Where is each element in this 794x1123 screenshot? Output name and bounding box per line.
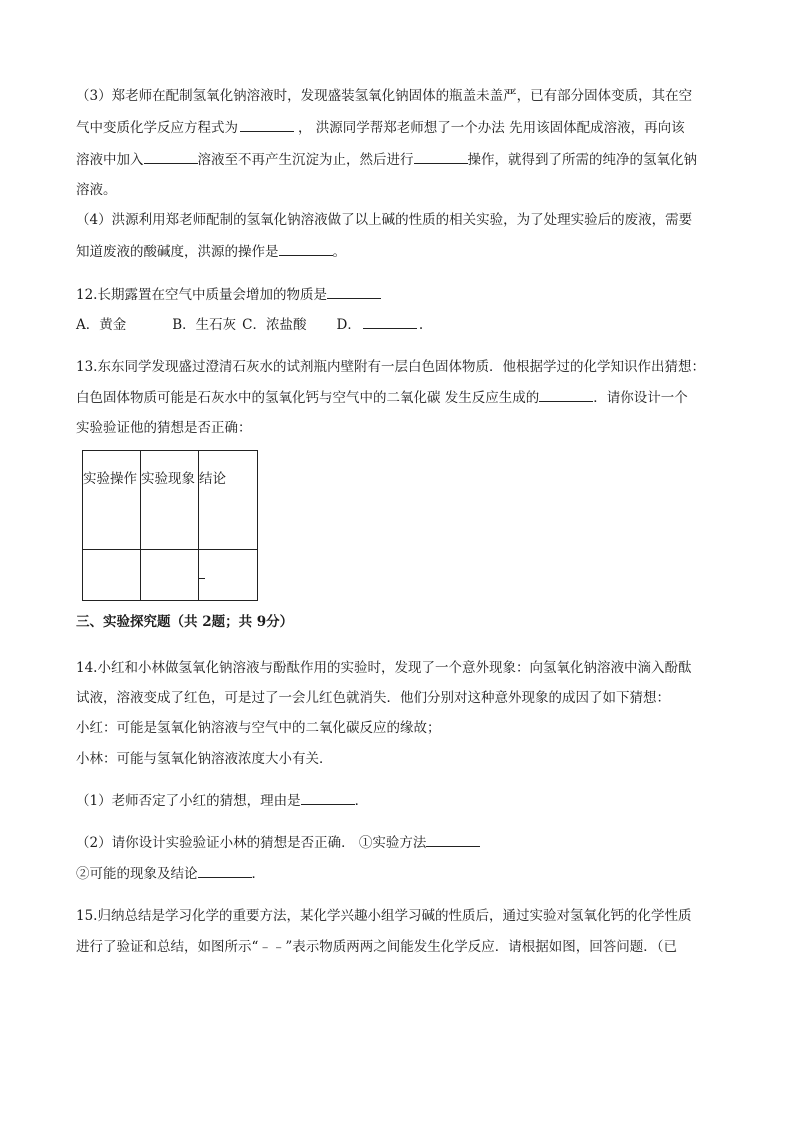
q11-3-operation-blank[interactable] bbox=[414, 149, 468, 164]
q12-answer-blank[interactable] bbox=[327, 284, 381, 299]
q12-option-c[interactable]: C．浓盐酸 bbox=[242, 317, 307, 333]
q11-3-line1: （3）郑老师在配制氢氧化钠溶液时，发现盛装氢氧化钠固体的瓶盖未盖严，已有部分固体变质，其在空 bbox=[76, 88, 693, 104]
q12-option-a[interactable]: A．黄金 bbox=[76, 317, 127, 333]
q11-3-line3: 溶液中加入 溶液至不再产生沉淀为止，然后进行 操作，就得到了所需的纯净的氢氧化钠 bbox=[76, 148, 697, 168]
q13-line3: 实验验证他的猜想是否正确： bbox=[76, 420, 252, 436]
q14-line4: 小林：可能与氢氧化钠溶液浓度大小有关． bbox=[76, 751, 333, 767]
q12-option-d[interactable]: D． bbox=[336, 317, 361, 333]
q15-line1: 15.归纳总结是学习化学的重要方法，某化学兴趣小组学习碱的性质后，通过实验对氢氧化钙的化学性质 bbox=[76, 908, 692, 924]
table-cell-phenomenon[interactable] bbox=[141, 507, 199, 601]
q14-line2: 试液，溶液变成了红色，可是过了一会儿红色就消失．他们分别对这种意外现象的成因了如下猜想： bbox=[76, 690, 670, 706]
q13-line2: 白色固体物质可能是石灰水中的氢氧化钙与空气中的二氧化碳 发生反应生成的 ．请你设计一个 bbox=[76, 386, 688, 406]
experiment-table bbox=[82, 450, 258, 601]
q14-line3: 小红：可能是氢氧化钠溶液与空气中的二氧化碳反应的缘故； bbox=[76, 720, 441, 736]
q15-line2: 进行了验证和总结，如图所示“﹣﹣”表示物质两两之间能发生化学反应．请根据如图，回答问题．（已 bbox=[76, 939, 678, 955]
q13-product-blank[interactable] bbox=[539, 387, 593, 402]
q12-option-d-blank[interactable] bbox=[363, 314, 417, 329]
table-header-operation: 实验操作 bbox=[83, 451, 141, 508]
q14-reason-blank[interactable] bbox=[301, 790, 355, 805]
q11-4-operation-blank[interactable] bbox=[279, 241, 333, 256]
table-cell-conclusion[interactable] bbox=[199, 507, 258, 601]
table-header-conclusion: 结论 bbox=[199, 471, 226, 487]
q11-3-line4: 溶液。 bbox=[76, 182, 117, 198]
q11-3-solution-blank[interactable] bbox=[144, 149, 198, 164]
q11-4-line1: （4）洪源利用郑老师配制的氢氧化钠溶液做了以上碱的性质的相关实验，为了处理实验后的废液，需要 bbox=[76, 212, 693, 228]
q12-option-b[interactable]: B．生石灰 bbox=[172, 317, 237, 333]
q12-stem: 12.长期露置在空气中质量会增加的物质是 bbox=[76, 283, 381, 303]
q11-4-line2: 知道废液的酸碱度，洪源的操作是 。 bbox=[76, 240, 346, 260]
q11-3-line2: 气中变质化学反应方程式为 ， 洪源同学帮郑老师想了一个办法 先用该固体配成溶液，再向该 bbox=[76, 116, 685, 136]
q14-subq2: （2）请你设计实验验证小林的猜想是否正确． ①实验方法 bbox=[76, 831, 480, 851]
q14-subq1: （1）老师否定了小红的猜想，理由是 ． bbox=[76, 789, 368, 809]
q14-result-blank[interactable] bbox=[198, 863, 252, 878]
table-header-phenomenon: 实验现象 bbox=[141, 451, 199, 508]
q12-options: A．黄金 B．生石灰 C．浓盐酸 D． . bbox=[76, 313, 423, 333]
q11-3-equation-blank[interactable] bbox=[240, 117, 294, 132]
q14-method-blank[interactable] bbox=[426, 832, 480, 847]
section-title: 三、实验探究题（共 2题；共 9分） bbox=[76, 614, 294, 630]
q13-line1: 13.东东同学发现盛过澄清石灰水的试剂瓶内壁附有一层白色固体物质．他根据学过的化学知识作出猜想： bbox=[76, 359, 705, 375]
q14-subq2-result: ②可能的现象及结论 ． bbox=[76, 862, 265, 882]
q14-line1: 14.小红和小林做氢氧化钠溶液与酚酞作用的实验时，发现了一个意外现象：向氢氧化钠溶液中滴入酚酞 bbox=[76, 660, 692, 676]
table-cell-operation[interactable] bbox=[83, 507, 141, 601]
